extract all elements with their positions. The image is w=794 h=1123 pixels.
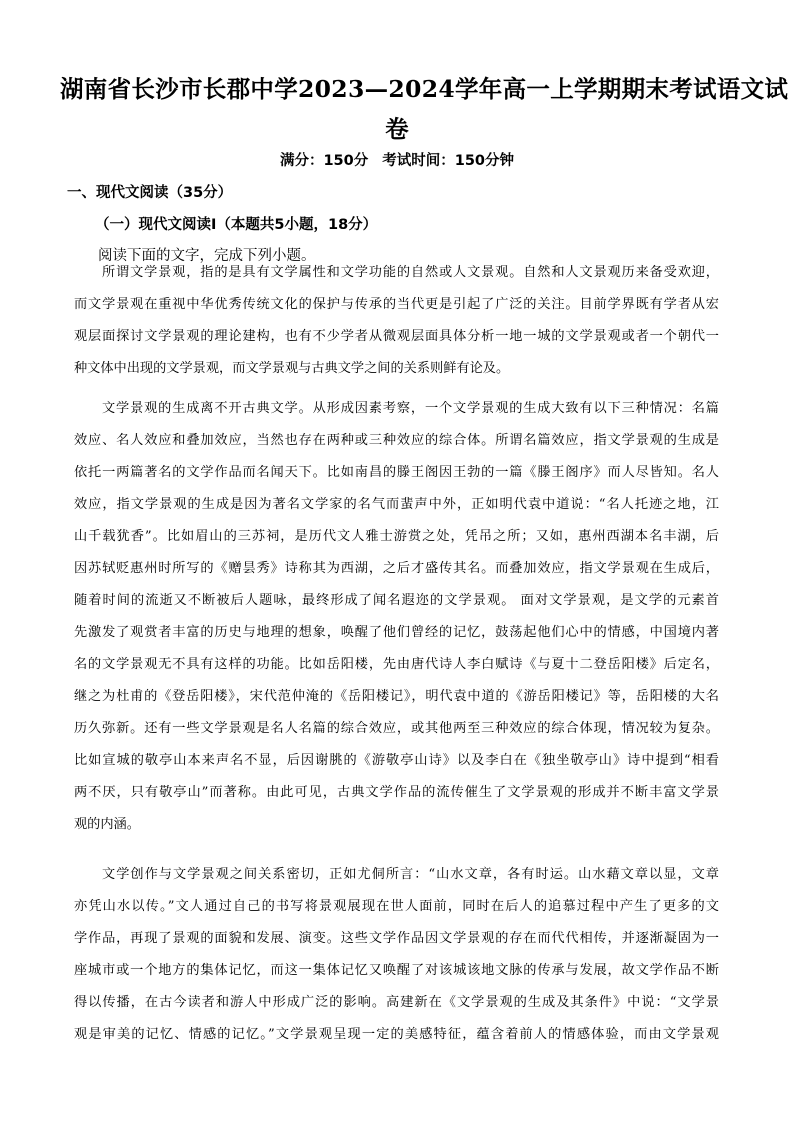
time-info: 考试时间：150分钟: [382, 153, 515, 169]
reading-instruction: 阅读下面的文字，完成下列小题。: [98, 248, 316, 264]
section-heading: 一、现代文阅读（35分）: [67, 185, 233, 201]
passage-line: 历久弥新。还有一些文学景观是名人名篇的综合效应，或其他两至三种效应的综合体现，情况较为复杂。: [74, 721, 719, 736]
passage-line: 继之为杜甫的《登岳阳楼》，宋代范仲淹的《岳阳楼记》，明代袁中道的《游岳阳楼记》等，岳阳楼的大名: [74, 689, 719, 704]
passage-line: 学作品，再现了景观的面貌和发展、演变。这些文学作品因文学景观的存在而代代相传，并逐渐凝固为一: [74, 931, 719, 946]
passage-line: 两不厌，只有敬亭山”而著称。由此可见，古典文学作品的流传催生了文学景观的形成并不断丰富文学景: [74, 785, 719, 800]
passage-line: 文学创作与文学景观之间关系密切，正如尤侗所言：“山水文章，各有时运。山水藉文章以显，文章: [102, 867, 719, 882]
passage-line: 效应，指文学景观的生成是因为著名文学家的名气而蜚声中外，正如明代袁中道说：“名人托迹之地，江: [74, 497, 719, 512]
passage-line: 文学景观的生成离不开古典文学。从形成因素考察，一个文学景观的生成大致有以下三种情况：名篇: [102, 401, 719, 416]
passage-line: 座城市或一个地方的集体记忆，而这一集体记忆又唤醒了对该城该地文脉的传承与发展，故文学作品不断: [74, 963, 719, 978]
passage-line: 比如宣城的敬亭山本来声名不显，后因谢朓的《游敬亭山诗》以及李白在《独坐敬亭山》诗中提到“相看: [74, 753, 719, 768]
exam-info: [0, 149, 794, 170]
passage-line: 得以传播，在古今读者和游人中形成广泛的影响。高建新在《文学景观的生成及其条件》中说：“文学景: [74, 995, 719, 1010]
passage-line: 先激发了观赏者丰富的历史与地理的想象，唤醒了他们曾经的记忆，鼓荡起他们心中的情感，中国境内著: [74, 625, 719, 640]
passage-line: 名的文学景观无不具有这样的功能。比如岳阳楼，先由唐代诗人李白赋诗《与夏十二登岳阳楼》后定名，: [74, 657, 719, 672]
passage-line: 效应、名人效应和叠加效应，当然也存在两种或三种效应的综合体。所谓名篇效应，指文学景观的生成是: [74, 433, 719, 448]
passage-line: 依托一两篇著名的文学作品而名闻天下。比如南昌的滕王阁因王勃的一篇《滕王阁序》而人尽皆知。名人: [74, 465, 719, 480]
passage-line: 种文体中出现的文学景观，而文学景观与古典文学之间的关系则鲜有论及。: [74, 361, 510, 376]
passage-line: 因苏轼贬惠州时所写的《赠昙秀》诗称其为西湖，之后才盛传其名。而叠加效应，指文学景观在生成后，: [74, 561, 719, 576]
passage-line: 亦凭山水以传。”文人通过自己的书写将景观展现在世人面前，同时在后人的追慕过程中产生了更多的文: [74, 899, 719, 914]
passage-line: 而文学景观在重视中华优秀传统文化的保护与传承的当代更是引起了广泛的关注。目前学界既有学者从宏: [74, 297, 719, 312]
score-info: 满分：150分: [279, 153, 369, 169]
document-title-line-1: 湖南省长沙市长郡中学2023—2024学年高一上学期期末考试语文试: [60, 75, 789, 103]
document-title-line-2: 卷: [385, 115, 409, 143]
section-subheading: （一）现代文阅读Ⅰ（本题共5小题，18分）: [95, 217, 378, 233]
passage-line: 随着时间的流逝又不断被后人题咏，最终形成了闻名遐迩的文学景观。 面对文学景观，是文学的元素首: [74, 593, 719, 608]
passage-line: 观层面探讨文学景观的理论建构，也有不少学者从微观层面具体分析一地一城的文学景观或者一个朝代一: [74, 329, 719, 344]
passage-line: 观的内涵。: [74, 817, 140, 832]
passage-line: 观是审美的记忆、情感的记忆。”文学景观呈现一定的美感特征，蕴含着前人的情感体验，而由文学景观: [74, 1027, 719, 1042]
passage-line: 所谓文学景观，指的是具有文学属性和文学功能的自然或人文景观。自然和人文景观历来备受欢迎，: [102, 265, 719, 280]
passage-line: 山千载犹香”。比如眉山的三苏祠，是历代文人雅士游赏之处，凭吊之所；又如，惠州西湖本名丰湖，后: [74, 529, 719, 544]
